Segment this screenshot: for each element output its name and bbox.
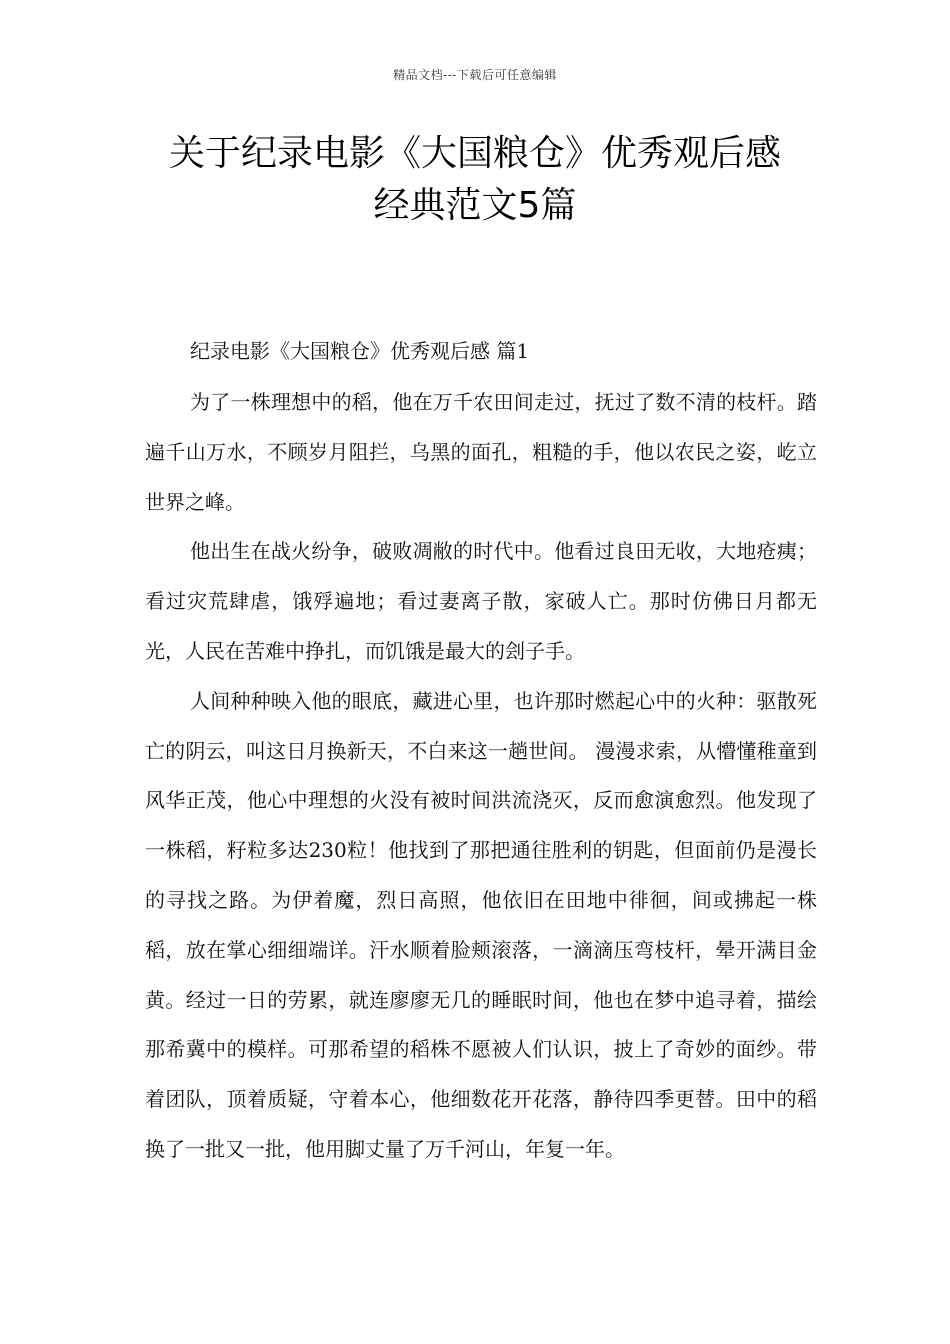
paragraph-2: 他出生在战火纷争，破败凋敝的时代中。他看过良田无收，大地疮痍；看过灾荒肆虐，饿殍遍地；看过妻离子散，家破人亡。那时仿佛日月都无光，人民在苦难中挣扎，而饥饿是最大的刽子手。 xyxy=(145,539,817,663)
document-title-line-1: 关于纪录电影《大国粮仓》优秀观后感 xyxy=(168,133,781,174)
header-note: 精品文档---下载后可任意编辑 xyxy=(393,68,557,82)
document-title-line-2: 经典范文5篇 xyxy=(373,185,577,226)
section-heading: 纪录电影《大国粮仓》优秀观后感 篇1 xyxy=(190,339,530,363)
paragraph-1: 为了一株理想中的稻，他在万千农田间走过，抚过了数不清的枝杆。踏遍千山万水，不顾岁月阻拦，乌黑的面孔，粗糙的手，他以农民之姿，屹立世界之峰。 xyxy=(145,390,817,514)
paragraph-3: 人间种种映入他的眼底，藏进心里，也许那时燃起心中的火种：驱散死亡的阴云，叫这日月换新天，不白来这一趟世间。 漫漫求索，从懵懂稚童到风华正茂，他心中理想的火没有被时间洪流浇灭，反而愈演愈烈。他发现了一株稻，籽粒多达230粒！他找到了那把通往胜利的钥匙，但面前仍是漫长的寻找之路。为伊着魔，烈日高照，他依旧在田地中徘徊，间或拂起一株稻，放在掌心细细端详。汗水顺着脸颊滚落，一滴滴压弯枝杆，晕开满目金黄。经过一日的劳累，就连廖廖无几的睡眠时间，他也在梦中追寻着，描绘那希冀中的模样。可那希望的稻株不愿被人们认识，披上了奇妙的面纱。带着团队，顶着质疑，守着本心，他细数花开花落，静待四季更替。田中的稻换了一批又一批，他用脚丈量了万千河山，年复一年。 xyxy=(145,688,817,1161)
body-text xyxy=(145,378,817,1175)
document-title xyxy=(100,128,850,232)
